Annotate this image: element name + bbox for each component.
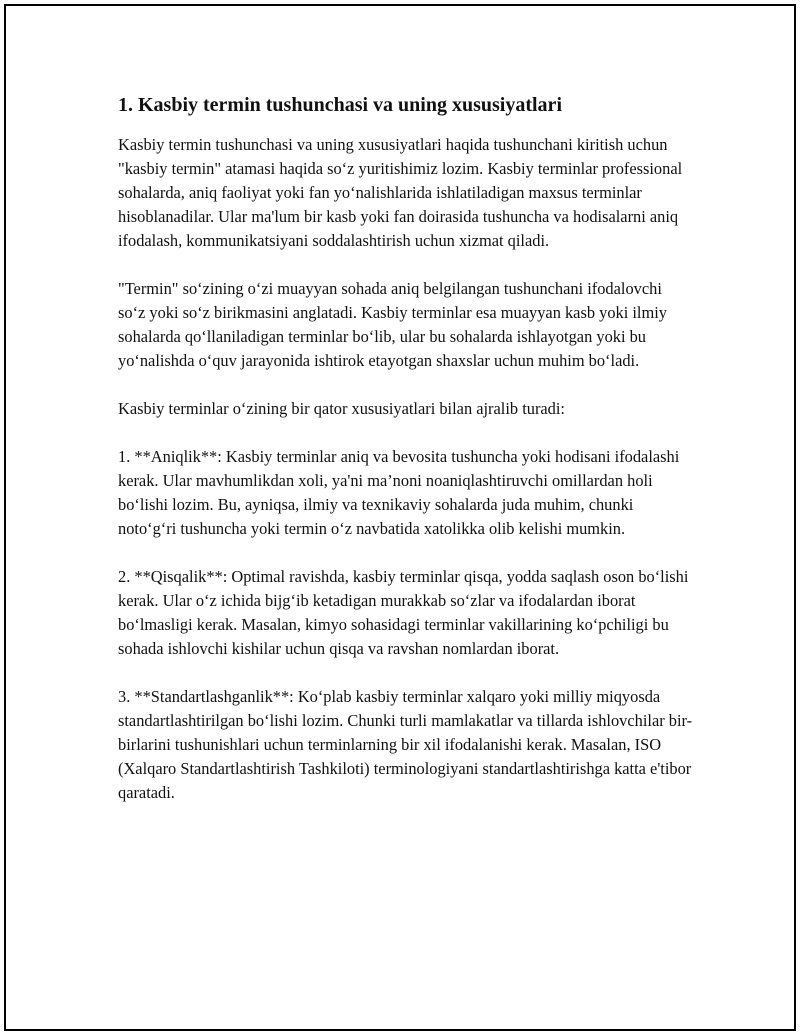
paragraph-standartlashganlik: 3. **Standartlashganlik**: Ko‘plab kasbiy terminlar xalqaro yoki milliy miqyosda standartlashtirilgan bo‘lishi lozim. Chunki turli mamlakatlar va tillarda ishlovchilar bir-birlarini tushunishlari uchun terminlarning bir xil ifodalanishi kerak. Masalan, ISO (Xalqaro Standartlashtirish Tashkiloti) terminologiyani standartlashtirishga katta e'tibor qaratadi. bbox=[118, 687, 693, 802]
paragraph-aniqlik: 1. **Aniqlik**: Kasbiy terminlar aniq va bevosita tushuncha yoki hodisani ifodalashi kerak. Ular mavhumlikdan xoli, ya'ni ma’noni noaniqlashtiruvchi omillardan holi bo‘lishi lozim. Bu, ayniqsa, ilmiy va texnikaviy sohalarda juda muhim, chunki noto‘g‘ri tushuncha yoki termin o‘z navbatida xatolikka olib kelishi mumkin. bbox=[118, 447, 680, 538]
paragraph-qisqalik: 2. **Qisqalik**: Optimal ravishda, kasbiy terminlar qisqa, yodda saqlash oson bo‘lishi kerak. Ular o‘z ichida bijg‘ib ketadigan murakkab so‘zlar va ifodalardan iborat bo‘lmasligi kerak. Masalan, kimyo sohasidagi terminlar vakillarining ko‘pchiligi bu sohada ishlovchi kishilar uchun qisqa va ravshan nomlardan iborat. bbox=[118, 567, 689, 658]
section-heading: 1. Kasbiy termin tushunchasi va uning xususiyatlari bbox=[118, 94, 562, 116]
paragraph-intro: Kasbiy termin tushunchasi va uning xususiyatlari haqida tushunchani kiritish uchun "kasbiy termin" atamasi haqida so‘z yuritishimiz lozim. Kasbiy terminlar professional sohalarda, aniq faoliyat yoki fan yo‘nalishlarida ishlatiladigan maxsus terminlar hisoblanadilar. Ular ma'lum bir kasb yoki fan doirasida tushuncha va hodisalarni aniq ifodalash, kommunikatsiyani soddalashtirish uchun xizmat qiladi. bbox=[118, 135, 683, 250]
document-body bbox=[118, 92, 693, 829]
paragraph-termin-definition: "Termin" so‘zining o‘zi muayyan sohada aniq belgilangan tushunchani ifodalovchi so‘z yoki so‘z birikmasini anglatadi. Kasbiy terminlar esa muayyan kasb yoki ilmiy sohalarda qo‘llaniladigan terminlar bo‘lib, ular bu sohalarda ishlayotgan yoki bu yo‘nalishda o‘quv jarayonida ishtirok etayotgan shaxslar uchun muhim bo‘ladi. bbox=[118, 279, 667, 370]
paragraph-features-intro: Kasbiy terminlar o‘zining bir qator xususiyatlari bilan ajralib turadi: bbox=[118, 399, 565, 418]
